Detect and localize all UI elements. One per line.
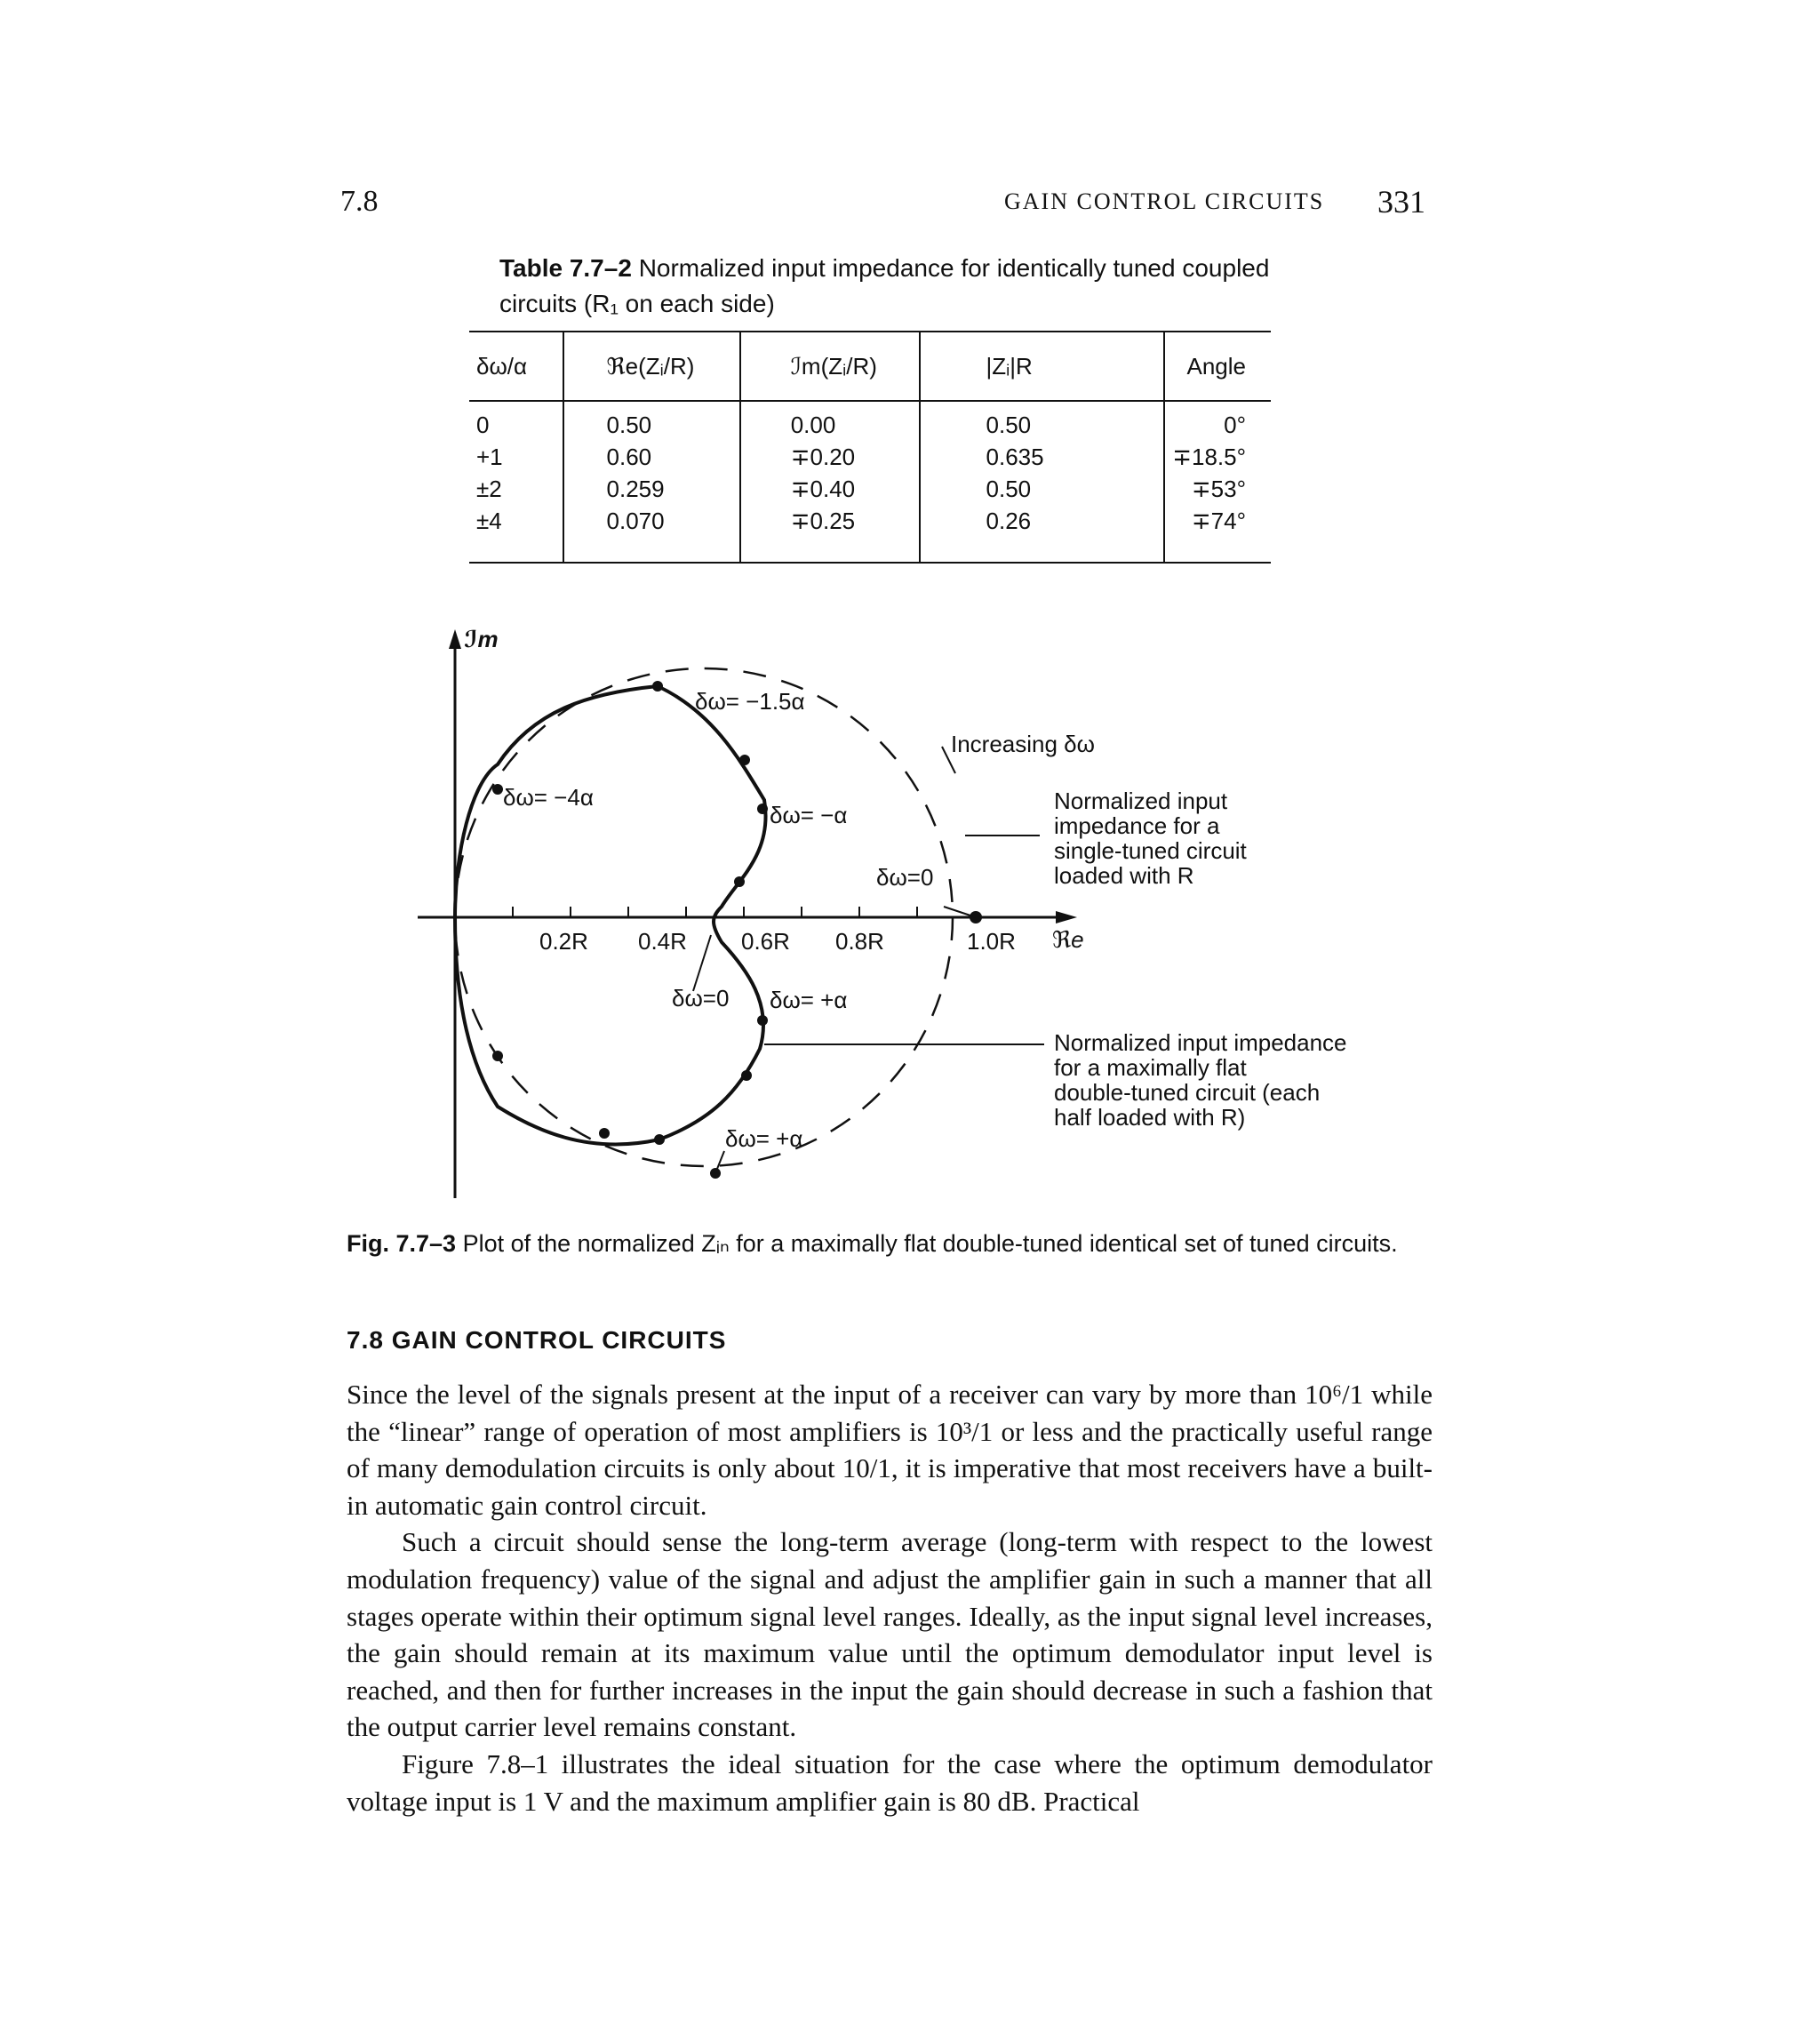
col-header: |Zᵢ|R <box>920 332 1165 401</box>
note-line: half loaded with R) <box>1054 1104 1246 1131</box>
figure-caption <box>347 1227 1440 1260</box>
table-cell: +1 <box>476 443 503 470</box>
y-axis-arrow <box>449 629 461 649</box>
table-cell: 0.60 <box>563 441 740 473</box>
table-cell: ∓74° <box>1164 505 1271 563</box>
running-head-title: GAIN CONTROL CIRCUITS <box>1004 188 1325 214</box>
tick-label: 0.6R <box>741 928 790 955</box>
label-plus-alpha-bottom: δω= +α <box>725 1125 803 1152</box>
x-axis-label: ℜe <box>1052 926 1084 953</box>
note-line: impedance for a <box>1054 812 1220 839</box>
note-line: Normalized input impedance <box>1054 1029 1347 1056</box>
tick-label: 0.8R <box>835 928 884 955</box>
table-label: Table 7.7–2 <box>499 254 632 282</box>
table-cell: 0.070 <box>563 505 740 563</box>
table-cell: ∓53° <box>1164 473 1271 505</box>
table-cell: 0° <box>1164 401 1271 441</box>
running-head-section: 7.8 <box>340 185 379 218</box>
label-minus-4-alpha: δω= −4α <box>503 784 594 811</box>
tick-label: 0.4R <box>638 928 687 955</box>
figure-caption-text: Plot of the normalized Zᵢₙ for a maximally flat double-tuned identical set of tuned circuits. <box>462 1230 1398 1257</box>
col-header: ℐm(Zᵢ/R) <box>740 332 920 401</box>
label-zero-bottom: δω=0 <box>672 985 730 1012</box>
table-cell: 0.26 <box>920 505 1165 563</box>
table-cell: 0.50 <box>563 401 740 441</box>
page-number: 331 <box>1377 184 1425 220</box>
figure-label: Fig. 7.7–3 <box>347 1230 457 1257</box>
label-minus-alpha: δω= −α <box>770 802 848 828</box>
note-line: Normalized input <box>1054 788 1228 814</box>
table-cell: 0.635 <box>920 441 1165 473</box>
table-cell: 0.259 <box>563 473 740 505</box>
note-line: single-tuned circuit <box>1054 837 1247 864</box>
note-single-tuned <box>1054 788 1248 889</box>
paragraph: Figure 7.8–1 illustrates the ideal situation for the case where the optimum demodulator voltage input is 1 V and the maximum amplifier gain is 80 dB. Practical <box>347 1747 1433 1817</box>
table-cell: ∓0.20 <box>740 441 920 473</box>
increasing-label: Increasing δω <box>951 731 1095 757</box>
col-header: ℜe(Zᵢ/R) <box>563 332 740 401</box>
note-line: for a maximally flat <box>1054 1054 1247 1081</box>
label-minus-1-5-alpha: δω= −1.5α <box>695 688 805 715</box>
label-plus-alpha: δω= +α <box>770 987 848 1013</box>
note-line: loaded with R <box>1054 862 1194 889</box>
table-cell: ∓0.40 <box>740 473 920 505</box>
tick-label: 0.2R <box>539 928 588 955</box>
leader-lines <box>693 747 1044 1173</box>
paragraph: Since the level of the signals present at the input of a receiver can vary by more than 10⁶/1 while the “linear” range of operation of most amplifiers is 10³/1 or less and the practically useful range of many demodulation circuits is only about 10/1, it is imperative that most receivers have a built-in automatic gain control circuit. <box>347 1379 1433 1521</box>
section-title: GAIN CONTROL CIRCUITS <box>391 1326 727 1354</box>
label-zero-top: δω=0 <box>876 864 934 891</box>
table-cell: 0 <box>476 411 490 438</box>
double-tuned-curve <box>455 686 766 1144</box>
note-line: double-tuned circuit (each <box>1054 1079 1321 1106</box>
section-number: 7.8 <box>347 1326 384 1354</box>
note-double-tuned <box>1054 1029 1347 1131</box>
col-header: Angle <box>1164 332 1271 401</box>
table-cell: ∓0.25 <box>740 505 920 563</box>
table-cell: ∓18.5° <box>1164 441 1271 473</box>
paragraph: Such a circuit should sense the long-term average (long-term with respect to the lowest modulation frequency) value of the signal and adjust the amplifier gain in such a manner that all stages operate within their optimum signal level ranges. Ideally, as the input signal level increases, the gain should remain at its maximum value until the optimum demodulator input level is reached, and then for further increases in the input the gain should decrease in such a fashion that the output carrier level remains constant. <box>347 1526 1433 1743</box>
col-header: δω/α <box>469 332 563 401</box>
tick-label: 1.0R <box>967 928 1016 955</box>
table-cell: ±2 <box>476 475 502 502</box>
table-cell: 0.50 <box>920 401 1165 441</box>
x-axis-arrow <box>1056 911 1077 924</box>
table-caption-text: Normalized input impedance for identically tuned coupled circuits (R₁ on each side) <box>499 254 1270 317</box>
section-heading <box>347 1326 726 1355</box>
table-cell: 0.00 <box>740 401 920 441</box>
y-axis-label: ℐm <box>464 626 499 652</box>
body-text <box>347 1376 1433 1819</box>
table-cell: 0.50 <box>920 473 1165 505</box>
table-cell: ±4 <box>469 505 563 563</box>
